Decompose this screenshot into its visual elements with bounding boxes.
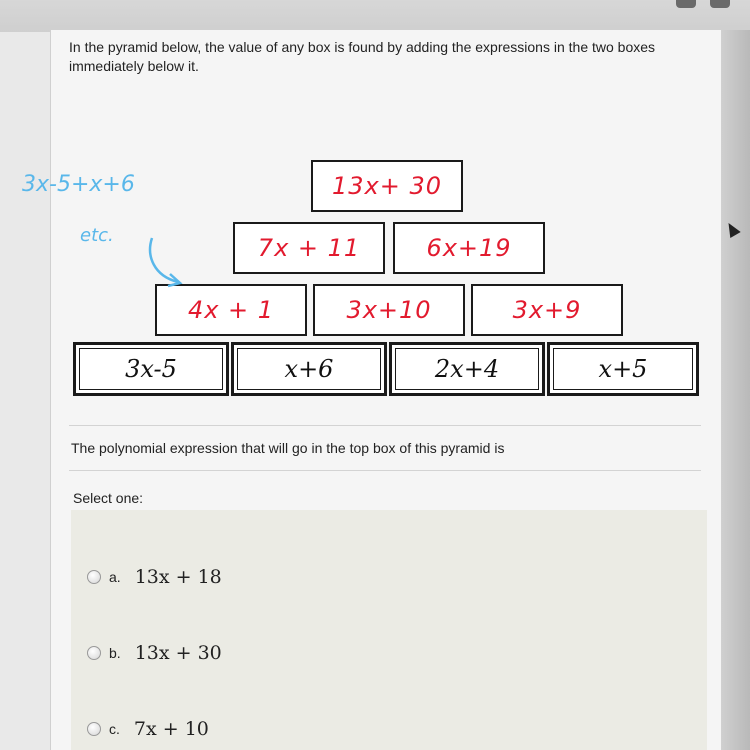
radio-b[interactable]: [87, 646, 101, 660]
question-text: In the pyramid below, the value of any box is found by adding the expressions in the two boxes immediately below it.: [69, 39, 656, 74]
answer-options: [71, 510, 707, 750]
pyramid-box-bottom-3: [389, 342, 545, 396]
toolbar-icons: [676, 0, 730, 8]
option-b[interactable]: [87, 642, 222, 664]
bottom-expr-3: 2x+4: [434, 355, 500, 383]
page-edge-shadow: [722, 30, 750, 750]
browser-top-bar: [0, 0, 750, 32]
pyramid-box-top: [311, 160, 463, 212]
pyramid-box-row2-2: [393, 222, 545, 274]
select-one-label: Select one:: [73, 490, 144, 506]
bottom-expr-1: 3x-5: [125, 355, 177, 383]
handwritten-row2-1: 7x + 11: [257, 234, 361, 262]
handwritten-row3-3: 3x+9: [512, 296, 582, 324]
pyramid-box-bottom-2: [231, 342, 387, 396]
pyramid-box-bottom-4: [547, 342, 699, 396]
pyramid-box-bottom-1: [73, 342, 229, 396]
annotation-line-2: etc.: [80, 225, 114, 246]
option-b-expr: 13x + 30: [134, 642, 222, 664]
handwritten-row3-1: 4x + 1: [187, 296, 275, 324]
annotation-arrow-icon: [140, 236, 190, 292]
option-a-expr: 13x + 18: [134, 566, 222, 588]
handwritten-top: 13x+ 30: [331, 172, 443, 200]
annotation-line-1: 3x-5+x+6: [22, 172, 135, 197]
person-icon[interactable]: [676, 0, 696, 8]
bottom-expr-2: x+6: [284, 355, 334, 383]
radio-a[interactable]: [87, 570, 101, 584]
pyramid-box-row2-1: [233, 222, 385, 274]
pyramid-box-row3-2: [313, 284, 465, 336]
divider: [69, 470, 701, 471]
chat-icon[interactable]: [710, 0, 730, 8]
pyramid-box-row3-3: [471, 284, 623, 336]
option-c-letter: c.: [109, 721, 120, 737]
option-a-letter: a.: [109, 569, 121, 585]
handwritten-row2-2: 6x+19: [426, 234, 512, 262]
question-prompt: The polynomial expression that will go in the top box of this pyramid is: [71, 440, 505, 456]
divider: [69, 425, 701, 426]
question-panel: [50, 30, 722, 750]
option-c-expr: 7x + 10: [133, 718, 209, 740]
handwritten-row3-2: 3x+10: [346, 296, 432, 324]
bottom-expr-4: x+5: [598, 355, 648, 383]
option-a[interactable]: [87, 566, 222, 588]
option-c[interactable]: [87, 718, 209, 740]
option-b-letter: b.: [109, 645, 121, 661]
radio-c[interactable]: [87, 722, 101, 736]
